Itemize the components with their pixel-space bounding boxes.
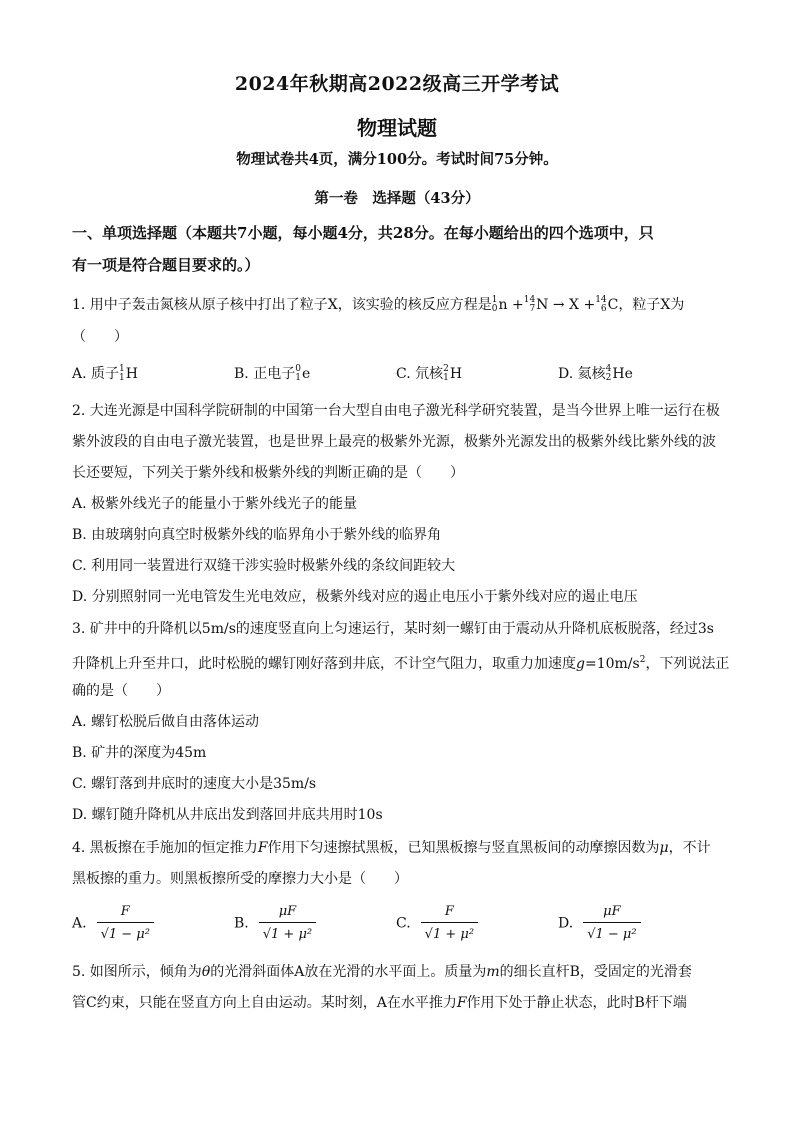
q5-line1: 5. 如图所示，倾角为θ的光滑斜面体A放在光滑的水平面上。质量为m的细长直杆B，受固定的光滑套 xyxy=(72,964,692,980)
q4-option-d[interactable]: D. $\frac{\mu F}{\text{√1 − μ²}}$ xyxy=(558,902,641,945)
q4-line1: 4. 黑板擦在手施加的恒定推力F作用下匀速擦拭黑板，已知黑板擦与竖直黑板间的动摩擦因数为μ，不计 xyxy=(72,840,711,856)
q3-line1: 3. 矿井中的升降机以5m/s的速度竖直向上匀速运行，某时刻一螺钉由于震动从升降机底板脱落，经过3s xyxy=(72,621,714,637)
q4-option-c[interactable]: C. $\frac{F}{\text{√1 + μ²}}$ xyxy=(396,902,478,945)
q1-option-b[interactable]: B. 正电子 0 1 e xyxy=(234,364,311,383)
q5-line2: 管C约束，只能在竖直方向上自由运动。某时刻，A在水平推力F作用下处于静止状态，此时B杆下端 xyxy=(72,995,687,1011)
q1-option-d[interactable]: D. 氦核 4 2 He xyxy=(558,364,633,383)
q3-option-a[interactable]: A. 螺钉松脱后做自由落体运动 xyxy=(72,714,260,730)
q4-option-a[interactable]: A. $\frac{F}{\text{√1 − μ²}}$ xyxy=(72,902,154,945)
q2-line1: 2. 大连光源是中国科学院研制的中国第一台大型自由电子激光科学研究装置，是当今世界上唯一运行在极 xyxy=(72,403,720,419)
q2-option-b[interactable]: B. 由玻璃射向真空时极紫外线的临界角小于紫外线的临界角 xyxy=(72,527,442,543)
part-title: 第一卷 选择题（43分） xyxy=(314,190,480,207)
exam-info: 物理试卷共4页，满分100分。考试时间75分钟。 xyxy=(236,151,558,168)
section-heading-line1: 一、单项选择题（本题共7小题，每小题4分，共28分。在每小题给出的四个选项中，只 xyxy=(72,224,654,242)
subject-title: 物理试题 xyxy=(357,116,437,140)
q1-option-c[interactable]: C. 氘核 2 1 H xyxy=(396,364,463,383)
q3-option-b[interactable]: B. 矿井的深度为45m xyxy=(72,745,207,761)
nuclear-equation: 1 0 n + 14 7 N → X + 14 6 C xyxy=(491,295,619,314)
q4-line2: 黑板擦的重力。则黑板擦所受的摩擦力大小是（ ） xyxy=(72,871,408,887)
q1-stem xyxy=(72,295,716,315)
q1-stem-text: 1. 用中子轰击氮核从原子核中打出了粒子X，该实验的核反应方程是 xyxy=(72,297,492,313)
q2-line2: 紫外波段的自由电子激光装置，也是世界上最亮的极紫外光源，极紫外光源发出的极紫外线比紫外线的波 xyxy=(72,434,716,450)
q2-option-a[interactable]: A. 极紫外线光子的能量小于紫外线光子的能量 xyxy=(72,496,358,512)
q2-option-d[interactable]: D. 分别照射同一光电管发生光电效应，极紫外线对应的遏止电压小于紫外线对应的遏止电压 xyxy=(72,589,638,605)
q1-blank: （ ） xyxy=(72,329,128,345)
q1-stem-tail: ，粒子X为 xyxy=(618,297,685,313)
q3-option-d[interactable]: D. 螺钉随升降机从井底出发到落回井底共用时10s xyxy=(72,807,383,823)
q4-option-b[interactable]: B. $\frac{\mu F}{\text{√1 + μ²}}$ xyxy=(234,902,316,945)
section-heading-line2: 有一项是符合题目要求的。） xyxy=(72,256,260,274)
q1-option-a[interactable]: A. 质子 1 1 H xyxy=(72,364,138,383)
q4-options xyxy=(72,902,722,946)
q3-line3: 确的是（ ） xyxy=(72,683,170,699)
q2-option-c[interactable]: C. 利用同一装置进行双缝干涉实验时极紫外线的条纹间距较大 xyxy=(72,558,456,574)
q3-option-c[interactable]: C. 螺钉落到井底时的速度大小是35m/s xyxy=(72,776,317,792)
q2-line3: 长还要短，下列关于紫外线和极紫外线的判断正确的是（ ） xyxy=(72,465,464,481)
exam-title: 2024年秋期高2022级高三开学考试 xyxy=(234,73,560,95)
q3-line2: 升降机上升至井口，此时松脱的螺钉刚好落到井底，不计空气阻力，取重力加速度$g=10m/s^2$，下列说法正 xyxy=(72,655,730,672)
